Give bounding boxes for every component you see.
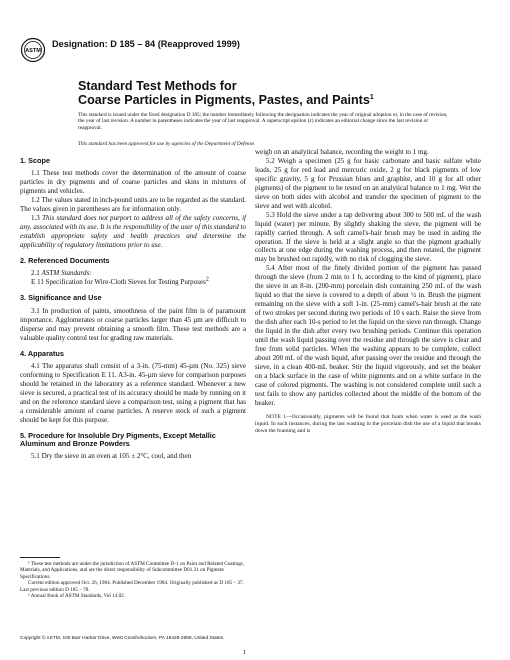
para-1-3: 1.3 This standard does not purport to address all of the safety concerns, if any, associated with its use. It is the responsibility of the user of this standard to establish appropriate safety and health practices and determine the applicability of regulatory limitations prior to use. <box>20 214 246 250</box>
para-5-1-continued: weigh on an analytical balance, recording the weight to 1 mg. <box>255 148 429 156</box>
document-title <box>78 79 374 107</box>
para-1-1: 1.1 These test methods cover the determination of the amount of coarse particles in dry pigments and of coarse particles and skins in mixtures of pigments and vehicles. <box>20 169 246 196</box>
para-5-1: 5.1 Dry the sieve in an oven at 105 ± 2°C, cool, and then <box>31 452 192 461</box>
copyright-line: Copyright © ASTM, 100 Barr Harbor Drive, West Conshohocken, PA 19428-2959, United States. <box>20 636 225 641</box>
footnotes <box>20 561 246 599</box>
note-1: NOTE 1—Occasionally, pigments will be found that foam when water is used as the wash liquid. In such instances, during the last washing in the porcelain dish the use of a liquid that breaks down the foaming and is <box>255 413 481 434</box>
para-5-4: 5.4 After most of the finely divided portion of the pigment has passed through the sieve (from 2 min to 1 h, according to the kind of pigment), place the sieve in an 8-in. (200-mm) porcelain dish containing 250 mL of the wash liquid so that the sieve is covered to a depth of about ½ in. Brush the pigment remaining on the sieve with a soft 1-in. (25-mm) camel's-hair brush at the rate of two strokes per second during two periods of 10 s each. Raise the sieve from the dish after each 10-s period to let the liquid on the sieve run through. Change the liquid in the dish after every two brushing periods. Continue this operation until the wash liquid passing over the residue and through the sieve is clear and free from solid particles. When the washing appears to be complete, collect about 200 mL of the wash liquid, after passing over the residue and through the sieve, in a clean 400-mL beaker. Stir the liquid vigorously, and set the beaker on a black surface in the case of white pigments and on a white surface in the case of colored pigments. The washing is not considered complete until such a test fails to show any particles collected about the middle of the bottom of the beaker. <box>255 264 481 407</box>
footnote-divider <box>20 557 60 558</box>
para-4-1: 4.1 The apparatus shall consist of a 3-in. (75-mm) 45-µm (No. 325) sieve conforming to Specification E 11. A3-in. 45-µm sieve for comparison purposes should be retained in the laboratory as a reference standard. Whenever a new sieve is secured, a practical test of its accuracy should be made by running on it and on the reference standard sieve a comparison test, using a pigment that has a considerable amount of coarse particles. A reserve stock of such a pigment should be kept for this purpose. <box>20 361 246 424</box>
astm-logo-icon <box>20 37 46 63</box>
page-number: 1 <box>243 649 247 656</box>
section-heading-apparatus: 4. Apparatus <box>20 348 64 358</box>
section-heading-significance: 3. Significance and Use <box>20 293 102 303</box>
para-5-3: 5.3 Hold the sieve under a tap delivering about 300 to 500 mL of the wash liquid (water) per minute. By slightly shaking the sieve, the pigment will be rapidly carried through. A soft camel's-hair brush may be used in aiding the operation. If the sieve is held at a slight angle so that the pigment gradually collects at one edge during the washing process, and then rotated, the pigment may be brushed out rapidly, with no risk of clogging the sieve. <box>255 210 481 264</box>
para-5-2: 5.2 Weigh a specimen (25 g for basic carbonate and basic sulfate white leads, 25 g for red lead and mercuric oxide, 2 g for black pigments of low specific gravity, 5 g for Prussian blues and graphite, and 10 g for all other pigments) of the pigment to be tested on an analytical balance to 1 mg. Wet the sieve on both sides with alcohol and transfer the specimen of pigment to the sieve and wet with alcohol. <box>255 156 481 210</box>
svg-text:ASTM: ASTM <box>25 48 41 55</box>
title-line-2: Coarse Particles in Pigments, Pastes, and Paints$^1$ <box>78 93 374 107</box>
para-3-1: 3.1 In production of paints, smoothness of the paint film is of paramount importance. Agglomerates or coarse particles larger than 45 µm are difficult to disperse and may prevent obtaining a smooth film. These test methods are a valuable quality control test for grading raw materials. <box>20 306 246 342</box>
para-2-1: 2.1 ASTM Standards: <box>31 269 92 278</box>
footnote-1: ¹ These test methods are under the jurisdiction of ASTM Committee D-1 on Paint and Related Coatings, Materials, and Applications, and are the direct responsibility of Subcommittee D01.31 on Pigment Specifications. <box>20 561 244 580</box>
reference-e11: E 11 Specification for Wire-Cloth Sieves for Testing Purposes$^2$ <box>31 277 209 287</box>
section-heading-procedure: 5. Procedure for Insoluble Dry Pigments, Except Metallic Aluminum and Bronze Powders <box>20 430 216 448</box>
title-line-1: Standard Test Methods for <box>78 79 237 93</box>
title-footnote-marker: 1 <box>369 93 374 101</box>
dod-approval-note: This standard has been approved for use by agencies of the Department of Defense. <box>78 141 256 147</box>
section-heading-referenced-documents: 2. Referenced Documents <box>20 255 110 265</box>
footnote-1-edition: Current edition approved Oct. 26, 1984. Published December 1984. Originally published as D 185 – 37. Last previous edition D 185 – 78. <box>20 580 244 593</box>
designation: Designation: D 185 – 84 (Reapproved 1999) <box>52 39 240 49</box>
right-column <box>255 148 481 435</box>
para-1-2: 1.2 The values stated in inch-pound units are to be regarded as the standard. The values given in parentheses are for information only. <box>20 196 246 214</box>
footnote-2: ² Annual Book of ASTM Standards, Vol 14.02. <box>28 593 126 600</box>
section-heading-scope: 1. Scope <box>20 156 51 165</box>
left-column <box>20 150 246 461</box>
standard-issue-note: This standard is issued under the fixed designation D 185; the number immediately following the designation indicates the year of original adoption or, in the case of revision, the year of last revision. A number in parentheses indicates the year of last reapproval. A superscript epsilon (ε) indicates an editorial change since the last revision or reapproval. <box>78 112 448 131</box>
